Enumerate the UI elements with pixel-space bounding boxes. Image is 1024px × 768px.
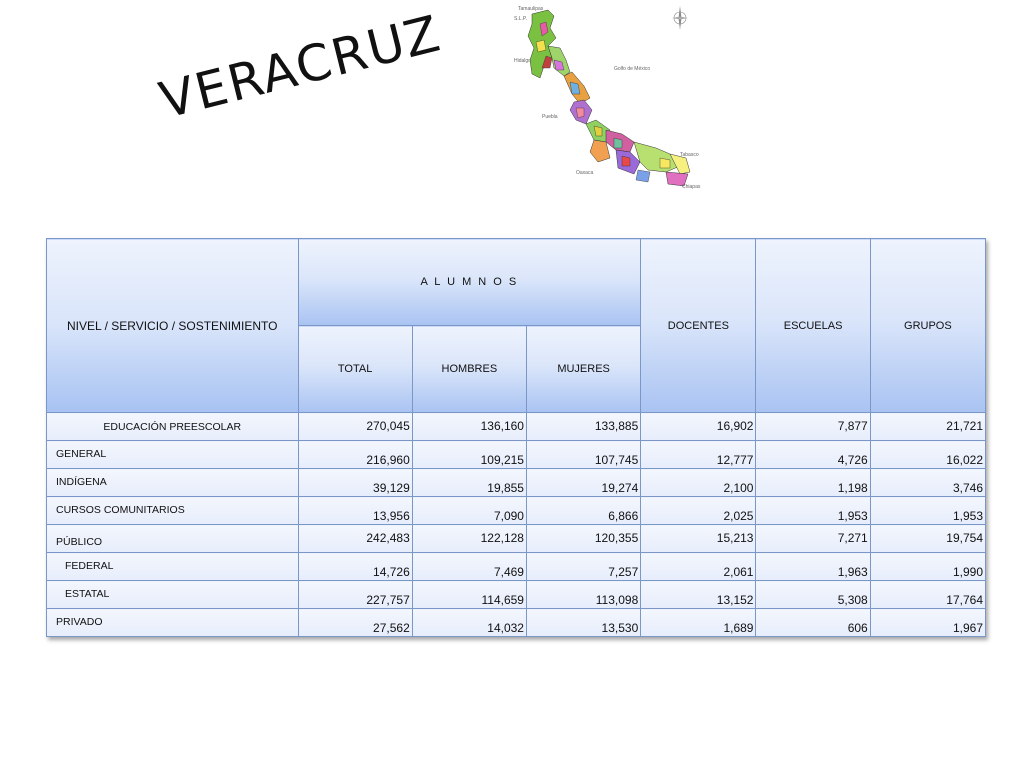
header-alumnos: A L U M N O S (298, 239, 641, 326)
table-row (47, 441, 986, 469)
map-label: Hidalgo (514, 58, 531, 64)
cell-hombres: 19,855 (412, 469, 526, 497)
map-label: Golfo de México (614, 66, 651, 72)
cell-hombres: 136,160 (412, 413, 526, 441)
row-label: FEDERAL (47, 553, 299, 581)
cell-grupos: 1,967 (870, 609, 985, 637)
cell-hombres: 7,469 (412, 553, 526, 581)
page-title: VERACRUZ (153, 4, 447, 130)
cell-docentes: 1,689 (641, 609, 756, 637)
compass-rose-icon (670, 4, 690, 34)
cell-mujeres: 120,355 (526, 525, 640, 553)
table-body (47, 413, 986, 637)
table-header (47, 239, 986, 413)
cell-grupos: 1,953 (870, 497, 985, 525)
row-label: ESTATAL (47, 581, 299, 609)
cell-docentes: 12,777 (641, 441, 756, 469)
map-label: Puebla (542, 114, 558, 120)
cell-mujeres: 107,745 (526, 441, 640, 469)
enrollment-table (46, 238, 986, 637)
cell-total: 27,562 (298, 609, 412, 637)
cell-grupos: 17,764 (870, 581, 985, 609)
row-label: EDUCACIÓN PREESCOLAR (47, 413, 299, 441)
cell-hombres: 109,215 (412, 441, 526, 469)
cell-total: 39,129 (298, 469, 412, 497)
table-row (47, 553, 986, 581)
cell-escuelas: 1,953 (756, 497, 870, 525)
cell-escuelas: 7,271 (756, 525, 870, 553)
header-hombres: HOMBRES (412, 326, 526, 413)
table-row (47, 413, 986, 441)
cell-escuelas: 5,308 (756, 581, 870, 609)
cell-grupos: 3,746 (870, 469, 985, 497)
row-label: CURSOS COMUNITARIOS (47, 497, 299, 525)
cell-mujeres: 13,530 (526, 609, 640, 637)
cell-grupos: 19,754 (870, 525, 985, 553)
header-docentes: DOCENTES (641, 239, 756, 413)
cell-total: 270,045 (298, 413, 412, 441)
header-nivel: NIVEL / SERVICIO / SOSTENIMIENTO (47, 239, 299, 413)
header-total: TOTAL (298, 326, 412, 413)
cell-total: 227,757 (298, 581, 412, 609)
map-label: Oaxaca (576, 170, 594, 176)
table-row (47, 609, 986, 637)
cell-mujeres: 7,257 (526, 553, 640, 581)
cell-docentes: 2,100 (641, 469, 756, 497)
cell-total: 14,726 (298, 553, 412, 581)
cell-escuelas: 606 (756, 609, 870, 637)
row-label: INDÍGENA (47, 469, 299, 497)
cell-hombres: 7,090 (412, 497, 526, 525)
cell-docentes: 15,213 (641, 525, 756, 553)
row-label: PÚBLICO (47, 525, 299, 553)
header-mujeres: MUJERES (526, 326, 640, 413)
cell-docentes: 2,025 (641, 497, 756, 525)
cell-grupos: 1,990 (870, 553, 985, 581)
enrollment-table-container (46, 238, 986, 637)
cell-total: 216,960 (298, 441, 412, 469)
table-row (47, 497, 986, 525)
cell-total: 13,956 (298, 497, 412, 525)
cell-docentes: 2,061 (641, 553, 756, 581)
header-escuelas: ESCUELAS (756, 239, 870, 413)
cell-docentes: 13,152 (641, 581, 756, 609)
table-row (47, 525, 986, 553)
cell-grupos: 21,721 (870, 413, 985, 441)
row-label: GENERAL (47, 441, 299, 469)
map-label: Chiapas (682, 184, 701, 190)
cell-escuelas: 1,198 (756, 469, 870, 497)
cell-escuelas: 1,963 (756, 553, 870, 581)
cell-hombres: 14,032 (412, 609, 526, 637)
cell-grupos: 16,022 (870, 441, 985, 469)
cell-escuelas: 4,726 (756, 441, 870, 469)
cell-hombres: 114,659 (412, 581, 526, 609)
cell-hombres: 122,128 (412, 525, 526, 553)
cell-mujeres: 19,274 (526, 469, 640, 497)
map-regions (528, 10, 690, 186)
map-label: S.L.P. (514, 16, 527, 22)
cell-total: 242,483 (298, 525, 412, 553)
cell-mujeres: 133,885 (526, 413, 640, 441)
map-label: Tabasco (680, 152, 699, 158)
cell-escuelas: 7,877 (756, 413, 870, 441)
table-row (47, 469, 986, 497)
cell-mujeres: 113,098 (526, 581, 640, 609)
row-label: PRIVADO (47, 609, 299, 637)
header-grupos: GRUPOS (870, 239, 985, 413)
cell-docentes: 16,902 (641, 413, 756, 441)
table-row (47, 581, 986, 609)
cell-mujeres: 6,866 (526, 497, 640, 525)
map-label: Tamaulipas (518, 6, 544, 12)
